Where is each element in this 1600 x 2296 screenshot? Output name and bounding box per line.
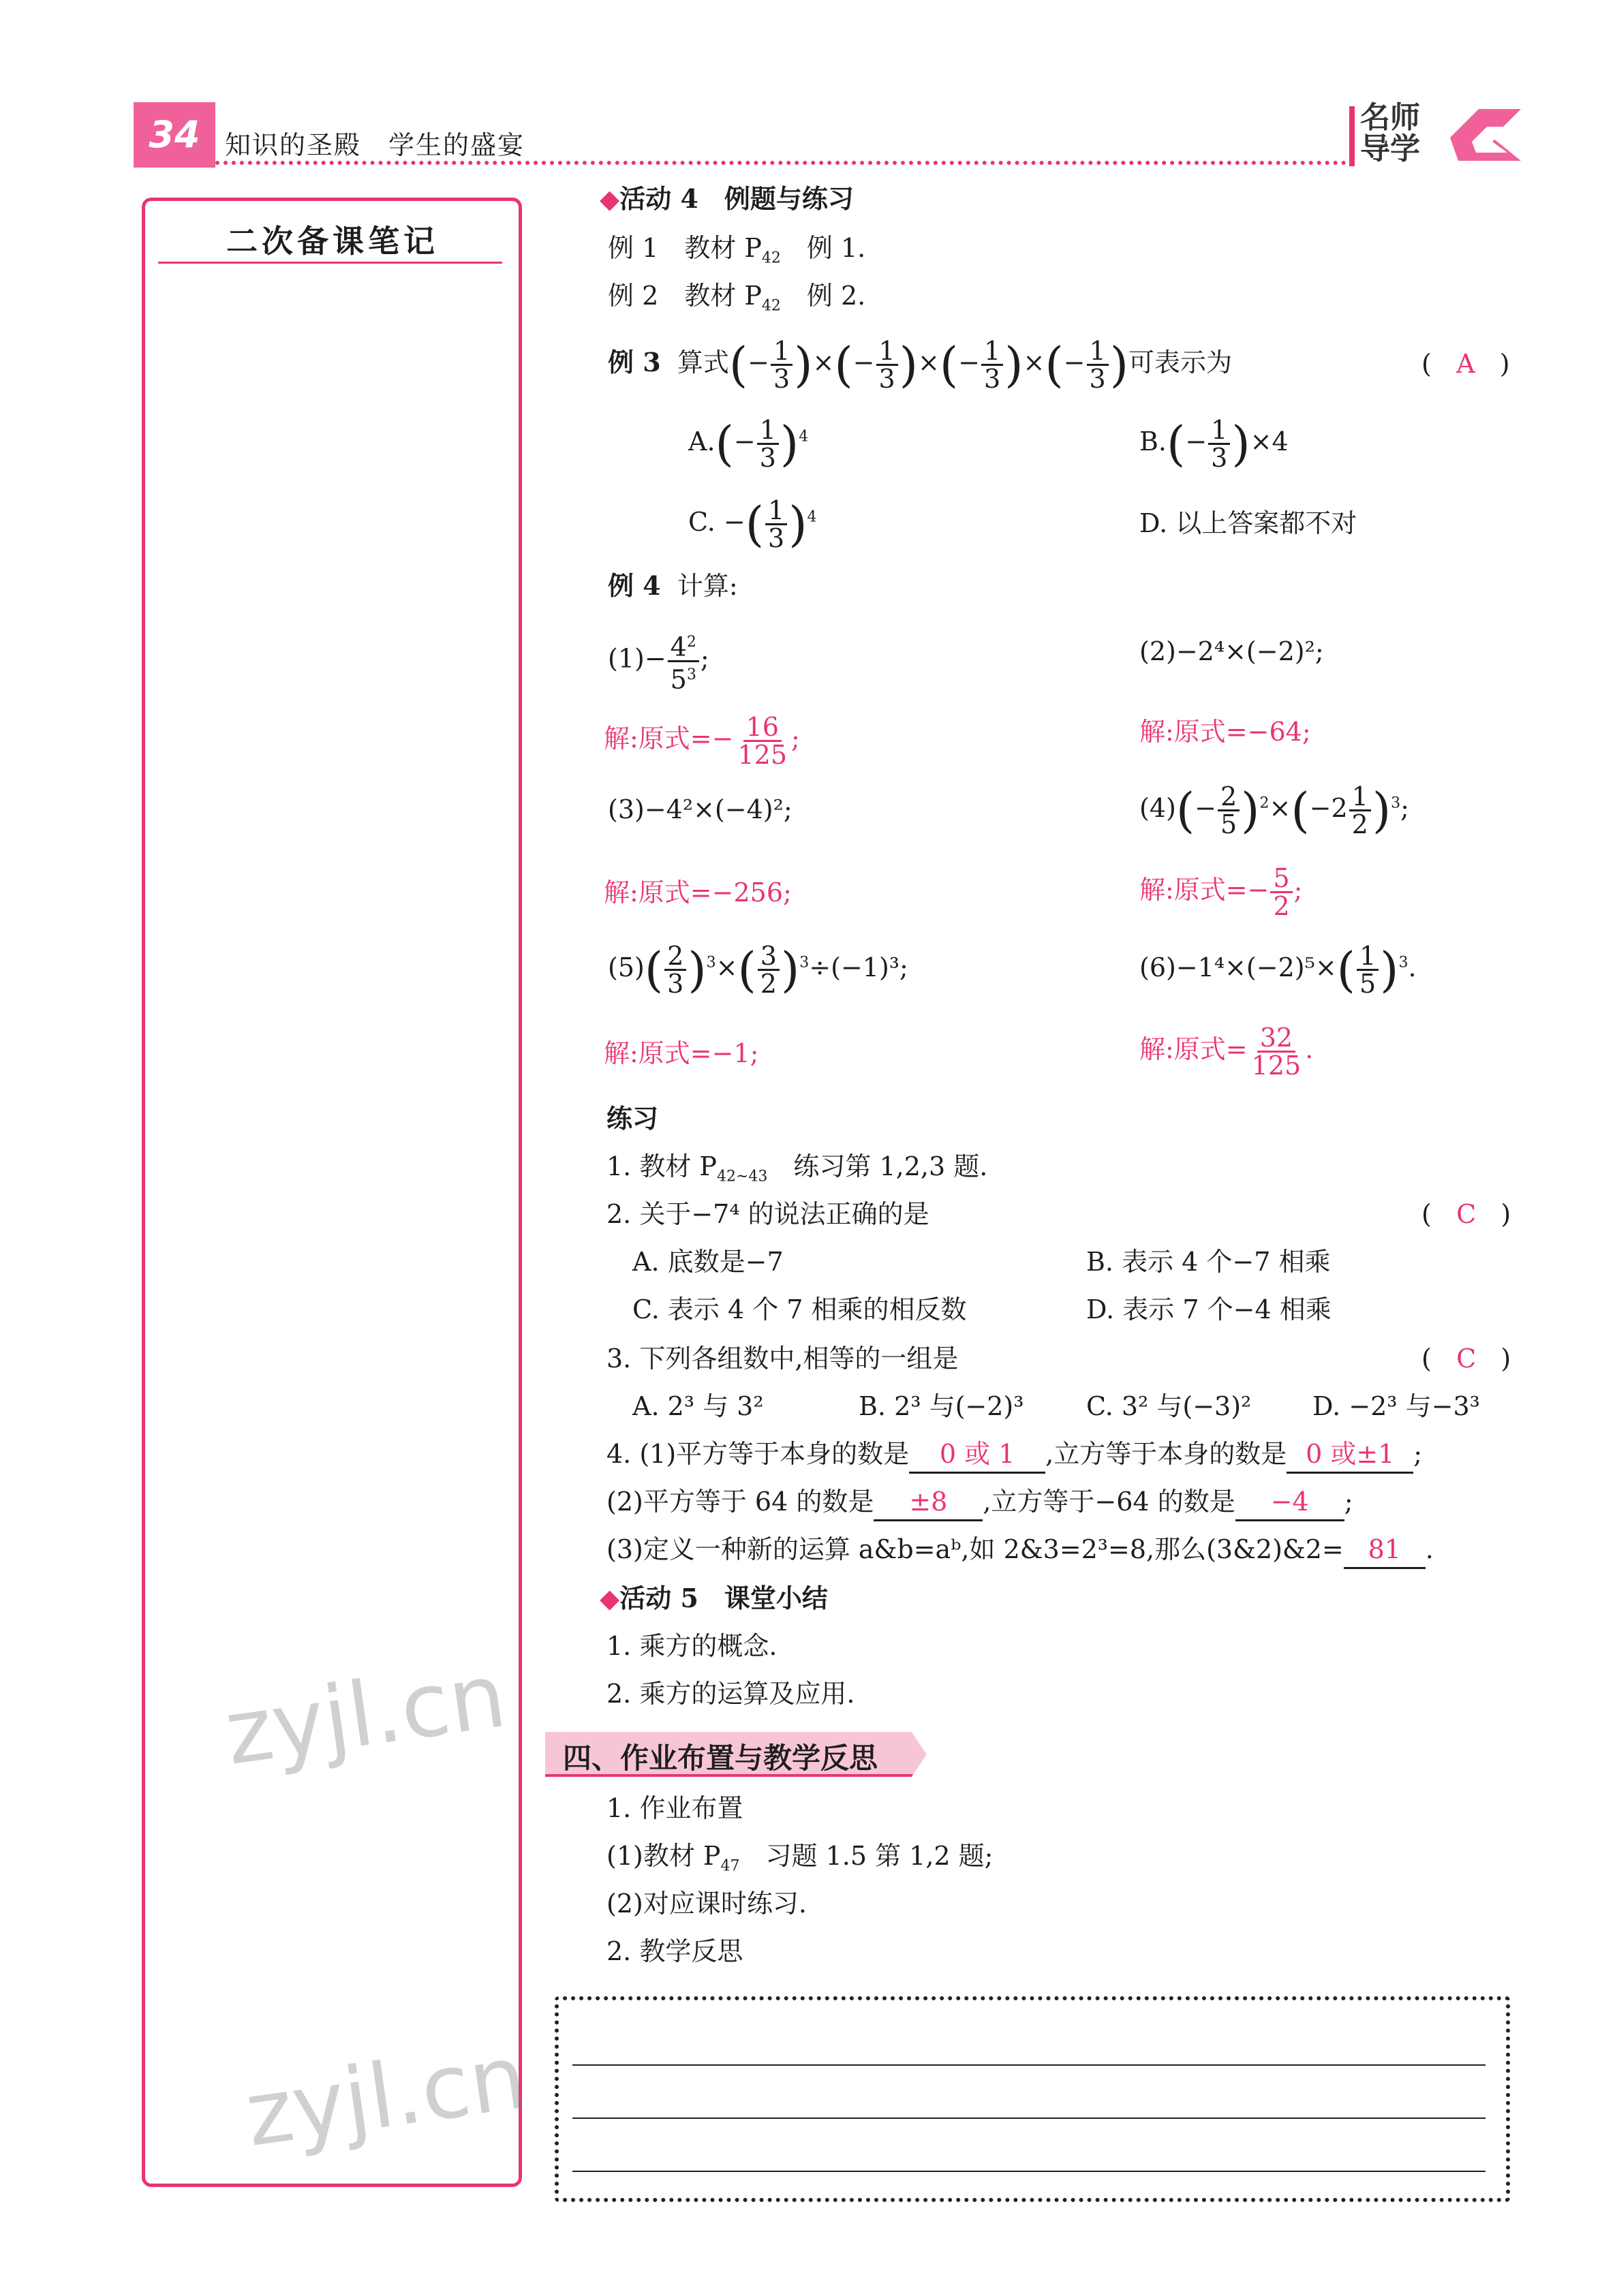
practice-3: 3. 下列各组数中,相等的一组是 xyxy=(606,1344,959,1374)
practice-2-option-d: D. 表示 7 个−4 相乘 xyxy=(1086,1294,1332,1324)
header-accent-bar xyxy=(1349,106,1355,166)
example-3-option-c: C. −( $\frac{1}{3}$ )$^4$ xyxy=(688,495,817,553)
page-number: 34 xyxy=(134,102,215,168)
practice-4-3: (3)定义一种新的运算 a&b=aᵇ,如 2&3=2³=8,那么(3&2)&2= 81 . xyxy=(606,1532,1434,1569)
notes-title-underline xyxy=(158,262,502,264)
reflection-title: 2. 教学反思 xyxy=(606,1936,743,1966)
header-dotted-rule xyxy=(215,161,1347,165)
header-slogan: 知识的圣殿 学生的盛宴 xyxy=(225,130,525,160)
watermark: zyjl.cn xyxy=(239,2025,533,2167)
homework-2: (2)对应课时练习. xyxy=(606,1889,807,1919)
q3: (3)−4²×(−4)²; xyxy=(608,794,793,824)
example-4: 例 4 计算: xyxy=(608,570,738,601)
q6: (6)−1⁴×(−2)⁵×( $\frac{1}{5}$ )$^3$. xyxy=(1139,941,1417,999)
example-3-option-b: B.(− $\frac{1}{3}$ )×4 xyxy=(1139,415,1289,473)
practice-2-option-a: A. 底数是−7 xyxy=(632,1247,784,1277)
example-3-option-a: A.(− $\frac{1}{3}$ )$^4$ xyxy=(688,415,809,473)
reflection-line xyxy=(572,2171,1486,2172)
practice-3-answer: ( C ) xyxy=(1421,1344,1511,1374)
a2: 解:原式=−64; xyxy=(1139,717,1311,747)
example-2: 例 2 教材 $P_{42}$ 例 2. xyxy=(608,281,866,315)
homework-1: (1)教材 $P_{47}$ 习题 1.5 第 1,2 题; xyxy=(606,1841,994,1875)
practice-4-2: (2)平方等于 64 的数是 ±8 ,立方等于−64 的数是 −4 ; xyxy=(606,1484,1353,1521)
practice-1: 1. 教材 $P_{42\sim 43}$ 练习第 1,2,3 题. xyxy=(606,1151,988,1185)
practice-2: 2. 关于−7⁴ 的说法正确的是 xyxy=(606,1199,929,1229)
q4: (4)(− $\frac{2}{5}$ )$^2$×(−2 $\frac{1}{2}$ )$^3$; xyxy=(1139,781,1409,839)
watermark: zyjl.cn xyxy=(219,1643,512,1785)
reflection-line xyxy=(572,2117,1486,2119)
activity5-title: ◆活动 5 课堂小结 xyxy=(600,1583,828,1613)
example-3: 例 3 算式(− $\frac{1}{3}$ )×(− $\frac{1}{3}$ )×(− $\frac{1}{3}$ )×(− $\frac{1}{3}$ )可表示为 xyxy=(608,336,1233,394)
activity4-title: ◆活动 4 例题与练习 xyxy=(600,183,854,214)
a4: 解:原式=− $\frac{5}{2}$ ; xyxy=(1139,863,1303,921)
example-3-answer: ( A ) xyxy=(1421,349,1510,379)
a1: 解:原式=− $\frac{16}{125}$ ; xyxy=(604,712,800,770)
homework-title: 1. 作业布置 xyxy=(606,1793,743,1823)
notes-panel xyxy=(142,198,522,2187)
notes-title: 二次备课笔记 xyxy=(226,223,439,260)
a3: 解:原式=−256; xyxy=(604,878,792,907)
summary-2: 2. 乘方的运算及应用. xyxy=(606,1679,855,1709)
practice-2-option-b: B. 表示 4 个−7 相乘 xyxy=(1086,1247,1331,1277)
a5: 解:原式=−1; xyxy=(604,1038,759,1068)
practice-2-answer: ( C ) xyxy=(1421,1199,1511,1229)
section4-title: 四、作业布置与教学反思 xyxy=(563,1741,878,1775)
q2: (2)−2⁴×(−2)²; xyxy=(1139,636,1324,666)
example-1: 例 1 教材 $P_{42}$ 例 1. xyxy=(608,233,866,267)
reflection-line xyxy=(572,2064,1486,2066)
q5: (5)( $\frac{2}{3}$ )$^3$×( $\frac{3}{2}$ )$^3$÷(−1)³; xyxy=(608,941,908,999)
brand-logo-icon xyxy=(1445,104,1526,166)
example-3-option-d: D. 以上答案都不对 xyxy=(1139,508,1357,538)
summary-1: 1. 乘方的概念. xyxy=(606,1631,778,1661)
practice-3-option-c: C. 3² 与(−3)² xyxy=(1086,1391,1252,1421)
practice-title: 练习 xyxy=(606,1103,659,1134)
practice-2-option-c: C. 表示 4 个 7 相乘的相反数 xyxy=(632,1294,967,1324)
practice-4-1: 4. (1)平方等于本身的数是 0 或 1 ,立方等于本身的数是 0 或±1 ; xyxy=(606,1436,1422,1474)
practice-3-option-d: D. −2³ 与−3³ xyxy=(1312,1391,1480,1421)
a6: 解:原式= $\frac{32}{125}$ . xyxy=(1139,1023,1314,1081)
practice-3-option-a: A. 2³ 与 3² xyxy=(632,1391,764,1421)
practice-3-option-b: B. 2³ 与(−2)³ xyxy=(859,1391,1024,1421)
q1: (1)− $\frac{4^2}{5^3}$ ; xyxy=(608,630,709,692)
brand-logo-text: 名师 导学 xyxy=(1360,100,1420,166)
